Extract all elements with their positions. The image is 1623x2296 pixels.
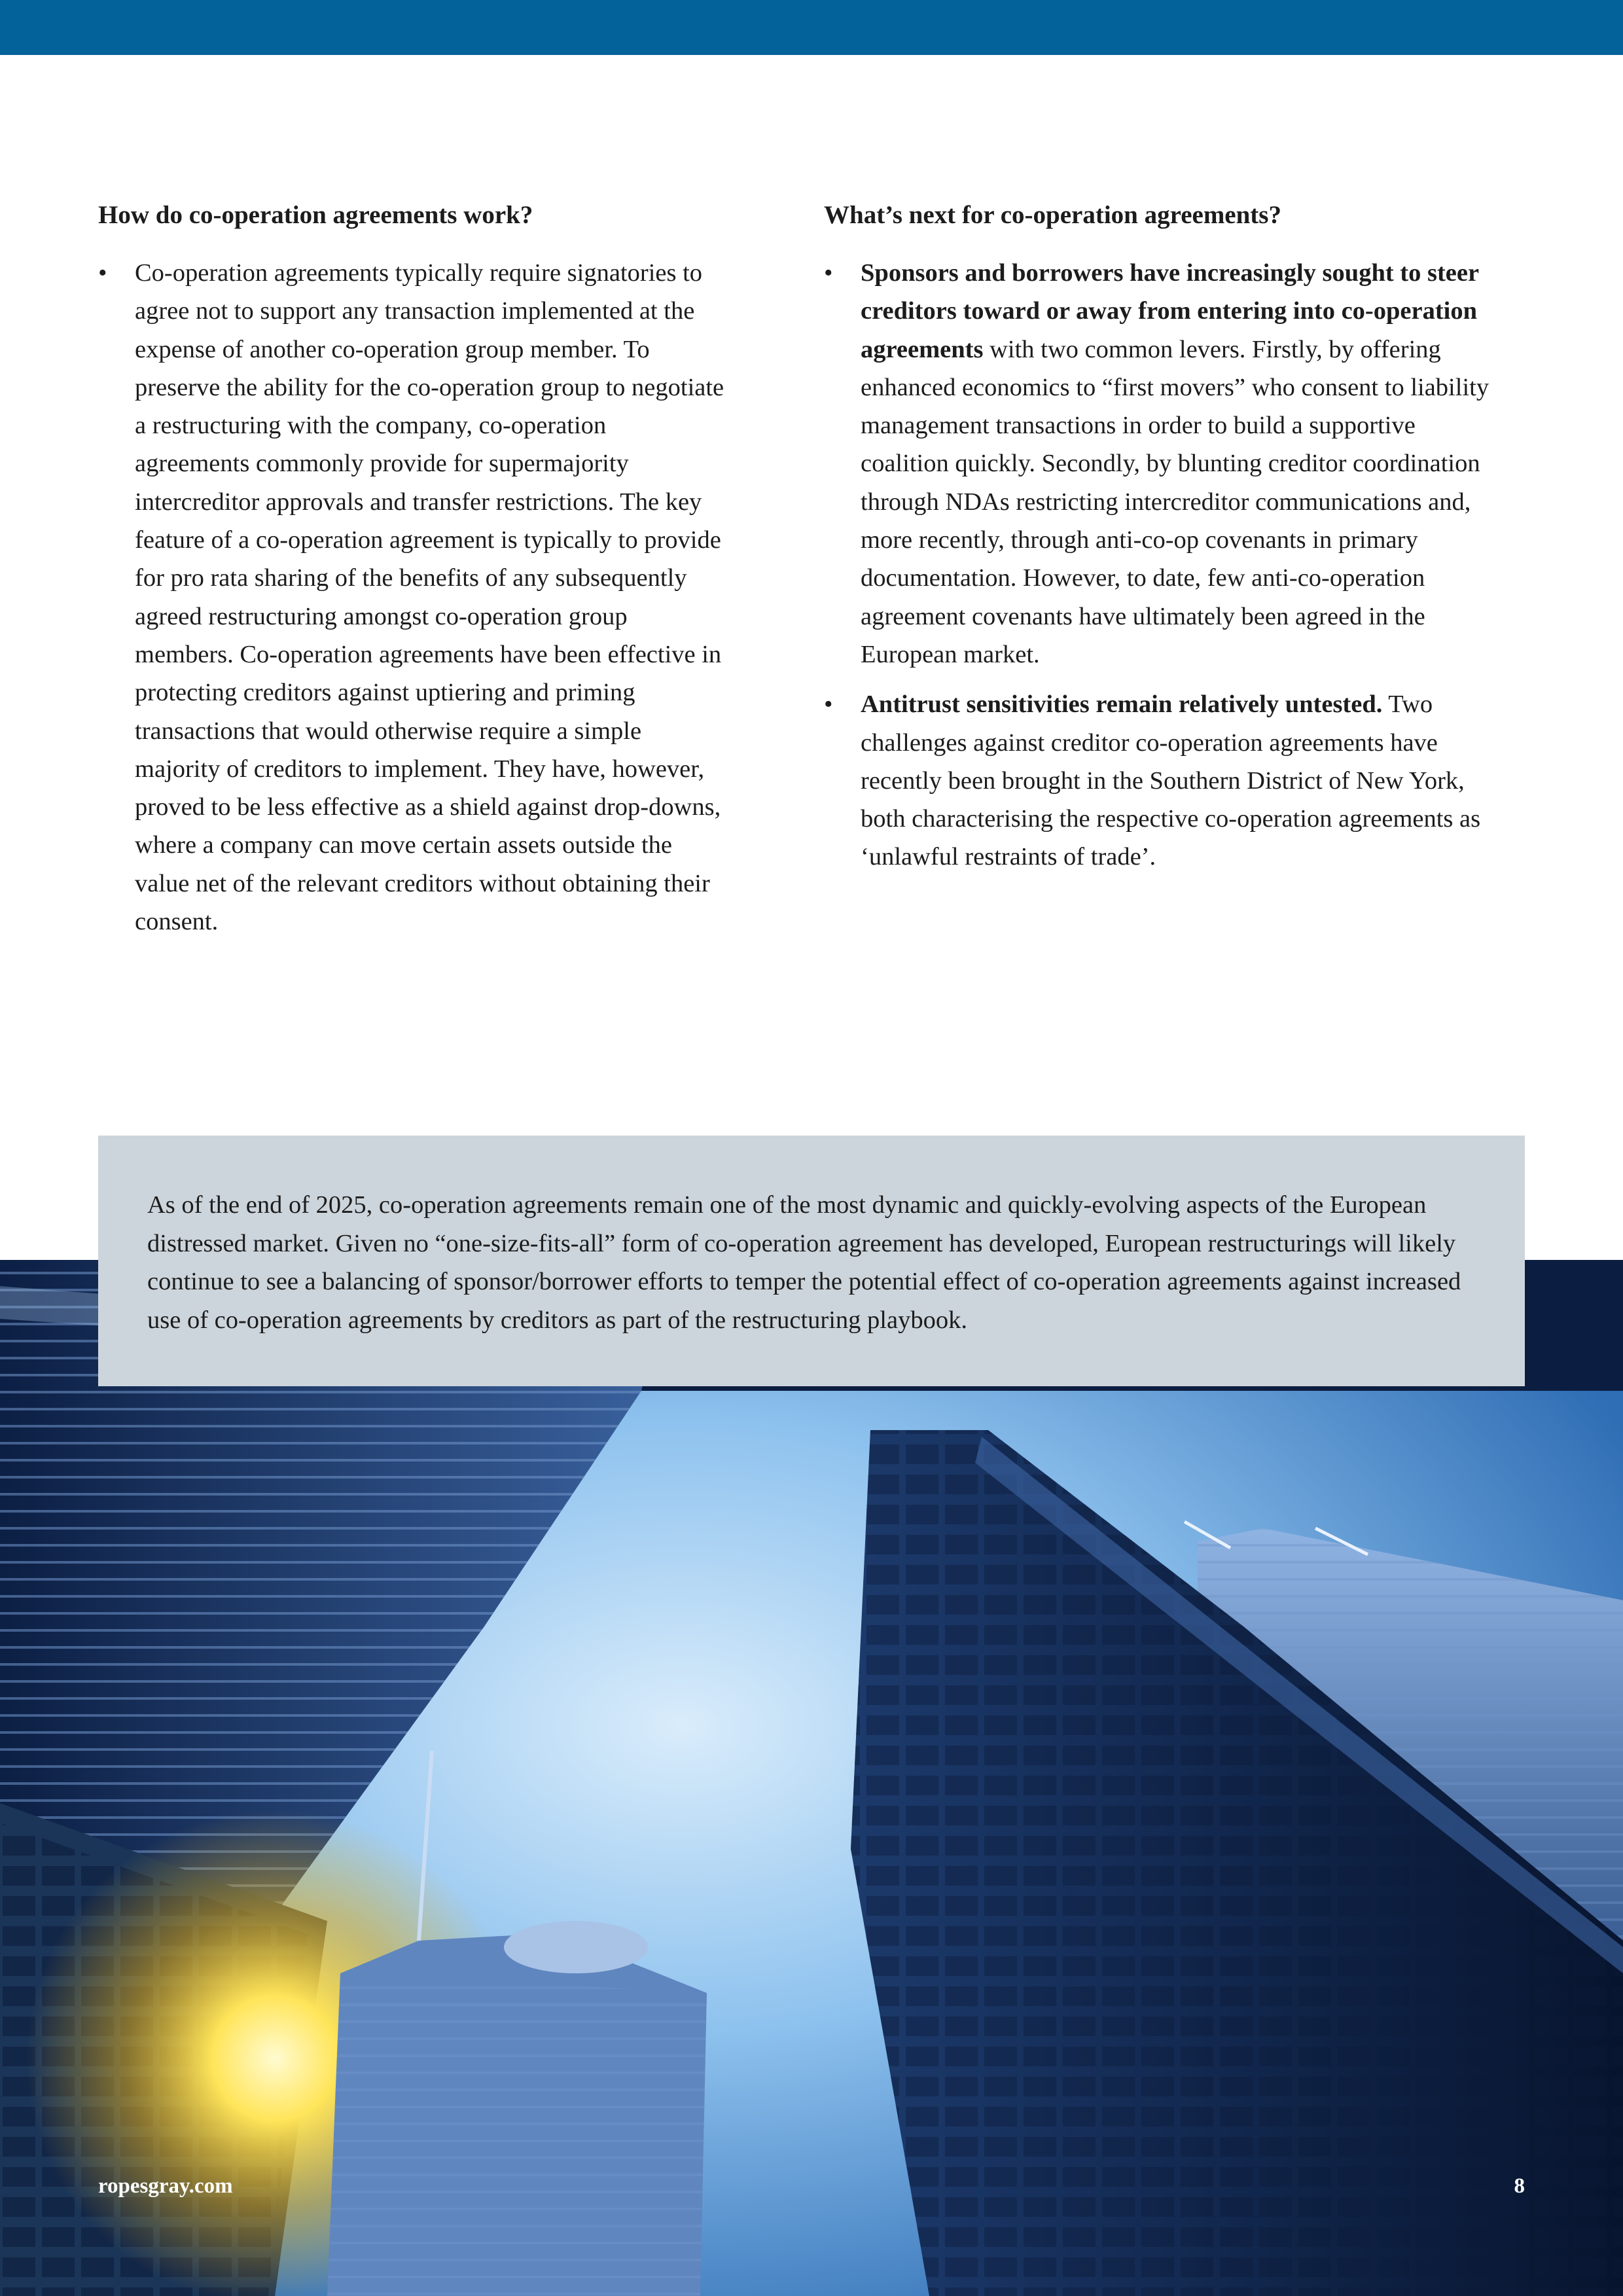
footer-website[interactable]: ropesgray.com	[98, 2174, 233, 2198]
right-bullet-item	[824, 254, 1498, 673]
callout-text: As of the end of 2025, co-operation agreements remain one of the most dynamic and quickly-evolving aspects of the European distressed market. Given no “one-size-fits-all” form of co-operation agreement has developed, European restructurings will likely continue to see a balancing of sponsor/borrower efforts to temper the potential effect of co-operation agreements against increased use of co-operation agreements by creditors as part of the restructuring playbook.	[147, 1191, 1461, 1334]
right-bullet-list	[824, 254, 1498, 876]
bullet-icon: •	[824, 259, 833, 287]
bullet-icon: •	[824, 691, 833, 719]
left-column	[98, 196, 726, 952]
skyscraper-photo	[0, 1260, 1623, 2296]
bullet-text: Co-operation agreements typically require signatories to agree not to support any transaction implemented at the expense of another co-operation group member. To preserve the ability for the co-operation group to negotiate a restructuring with the company, co-operation agreements commonly provide for supermajority intercreditor approvals and transfer restrictions. The key feature of a co-operation agreement is typically to provide for pro rata sharing of the benefits of any subsequently agreed restructuring amongst co-operation group members. Co-operation agreements have been effective in protecting creditors against uptiering and priming transactions that would otherwise require a simple majority of creditors to implement. They have, however, proved to be less effective as a shield against drop-downs, where a company can move certain assets outside the value net of the relevant creditors without obtaining their consent.	[135, 259, 724, 936]
right-bullet-item	[824, 685, 1498, 876]
left-bullet-item	[98, 254, 726, 941]
page-number: 8	[1514, 2174, 1525, 2198]
bullet-text: Two challenges against creditor co-operation agreements have recently been brought in the Southern District of New York, both characterising the respective co-operation agreements as ‘unlawful restraints of trade’.	[861, 691, 1481, 871]
left-column-heading: How do co-operation agreements work?	[98, 201, 533, 229]
right-column-heading: What’s next for co-operation agreements?	[824, 201, 1281, 229]
bullet-lead-bold: Antitrust sensitivities remain relatively untested.	[861, 691, 1383, 719]
top-color-band	[0, 0, 1623, 55]
bullet-text: with two common levers. Firstly, by offering enhanced economics to “first movers” who consent to liability management transactions in order to build a supportive coalition quickly. Secondly, by blunting creditor coordination through NDAs restricting intercreditor communications and, more recently, through anti-co-op covenants in primary documentation. However, to date, few anti-co-operation agreement covenants have ultimately been agreed in the European market.	[861, 335, 1489, 668]
summary-callout	[98, 1136, 1525, 1386]
bullet-icon: •	[98, 259, 107, 287]
right-column	[824, 196, 1498, 888]
left-bullet-list	[98, 254, 726, 941]
bullet-lead-bold: Sponsors and borrowers have increasingly sought to steer creditors toward or away from entering into co-operation agreements	[861, 259, 1479, 363]
